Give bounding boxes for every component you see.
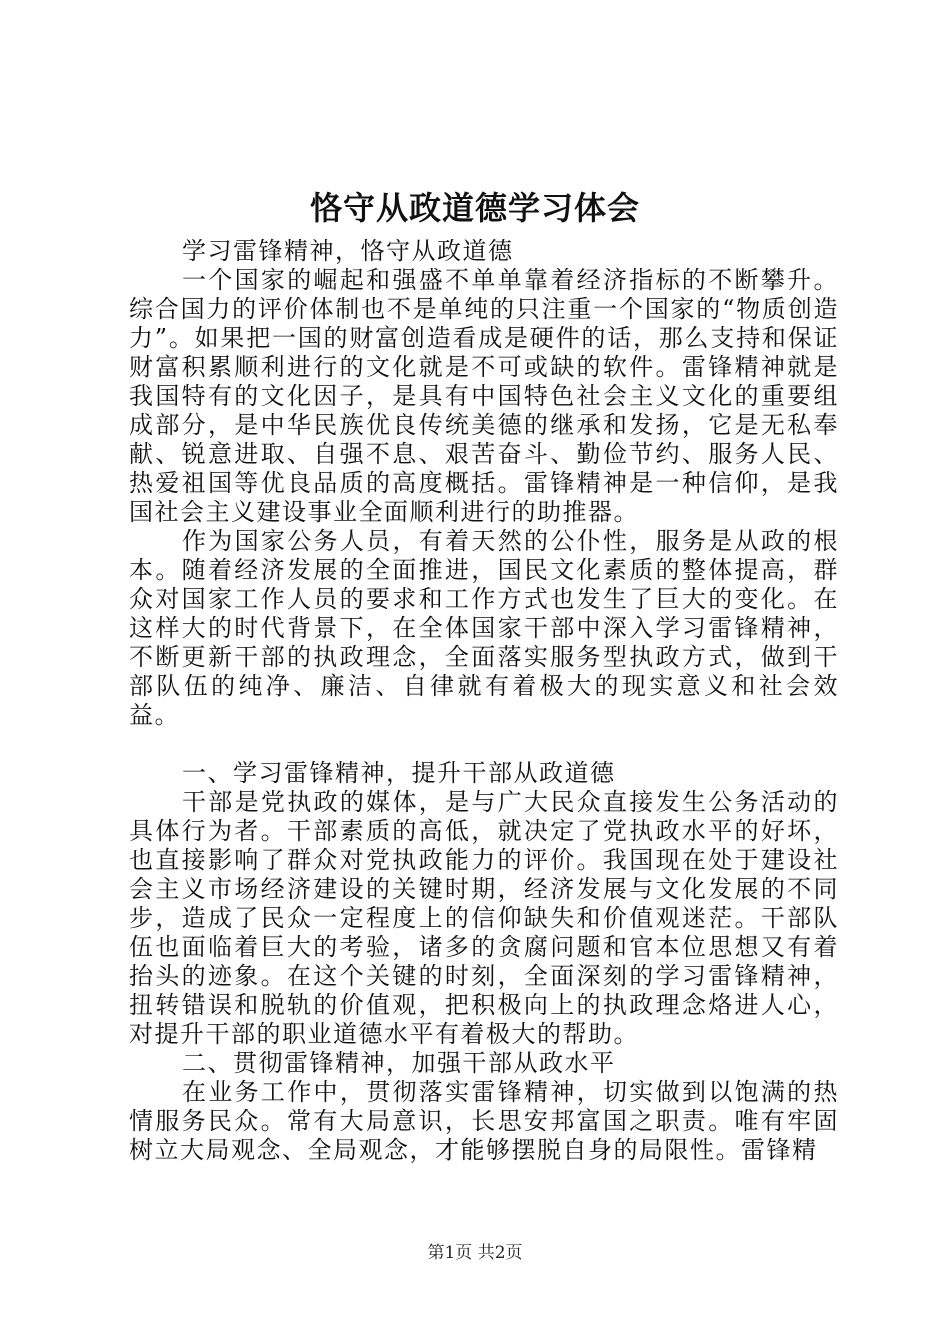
document-body [129,237,839,1165]
intro-heading: 学习雷锋精神，恪守从政道德 [182,237,514,265]
document-title: 恪守从政道德学习体会 [309,189,640,227]
paragraph-spacer [129,730,839,759]
body-paragraph: 干部是党执政的媒体，是与广大民众直接发生公务活动的具体行为者。干部素质的高低，就决定了党执政水平的好坏，也直接影响了群众对党执政能力的评价。我国现在处于建设社会主义市场经济建设的关键时期，经济发展与文化发展的不同步，造成了民众一定程度上的信仰缺失和价值观迷茫。干部队伍也面临着巨大的考验，诸多的贪腐问题和官本位思想又有着抬头的迹象。在这个关键的时刻，全面深刻的学习雷锋精神，扭转错误和脱轨的价值观，把积极向上的执政理念烙进人心，对提升干部的职业道德水平有着极大的帮助。 [129,788,839,1048]
section-heading: 一、学习雷锋精神，提升干部从政道德 [182,759,616,787]
section-heading: 二、贯彻雷锋精神，加强干部从政水平 [182,1049,616,1077]
body-paragraph: 在业务工作中，贯彻落实雷锋精神，切实做到以饱满的热情服务民众。常有大局意识，长思安邦富国之职责。唯有牢固树立大局观念、全局观念，才能够摆脱自身的局限性。雷锋精 [129,1078,839,1164]
page-number-footer: 第1页 共2页 [427,1243,523,1263]
body-paragraph: 作为国家公务人员，有着天然的公仆性，服务是从政的根本。随着经济发展的全面推进，国民文化素质的整体提高，群众对国家工作人员的要求和工作方式也发生了巨大的变化。在这样大的时代背景下，在全体国家干部中深入学习雷锋精神，不断更新干部的执政理念，全面落实服务型执政方式，做到干部队伍的纯净、廉洁、自律就有着极大的现实意义和社会效益。 [129,527,839,729]
body-paragraph: 一个国家的崛起和强盛不单单靠着经济指标的不断攀升。综合国力的评价体制也不是单纯的只注重一个国家的“物质创造力”。如果把一国的财富创造看成是硬件的话，那么支持和保证财富积累顺利进行的文化就是不可或缺的软件。雷锋精神就是我国特有的文化因子，是具有中国特色社会主义文化的重要组成部分，是中华民族优良传统美德的继承和发扬，它是无私奉献、锐意进取、自强不息、艰苦奋斗、勤俭节约、服务人民、热爱祖国等优良品质的高度概括。雷锋精神是一种信仰，是我国社会主义建设事业全面顺利进行的助推器。 [129,266,839,526]
